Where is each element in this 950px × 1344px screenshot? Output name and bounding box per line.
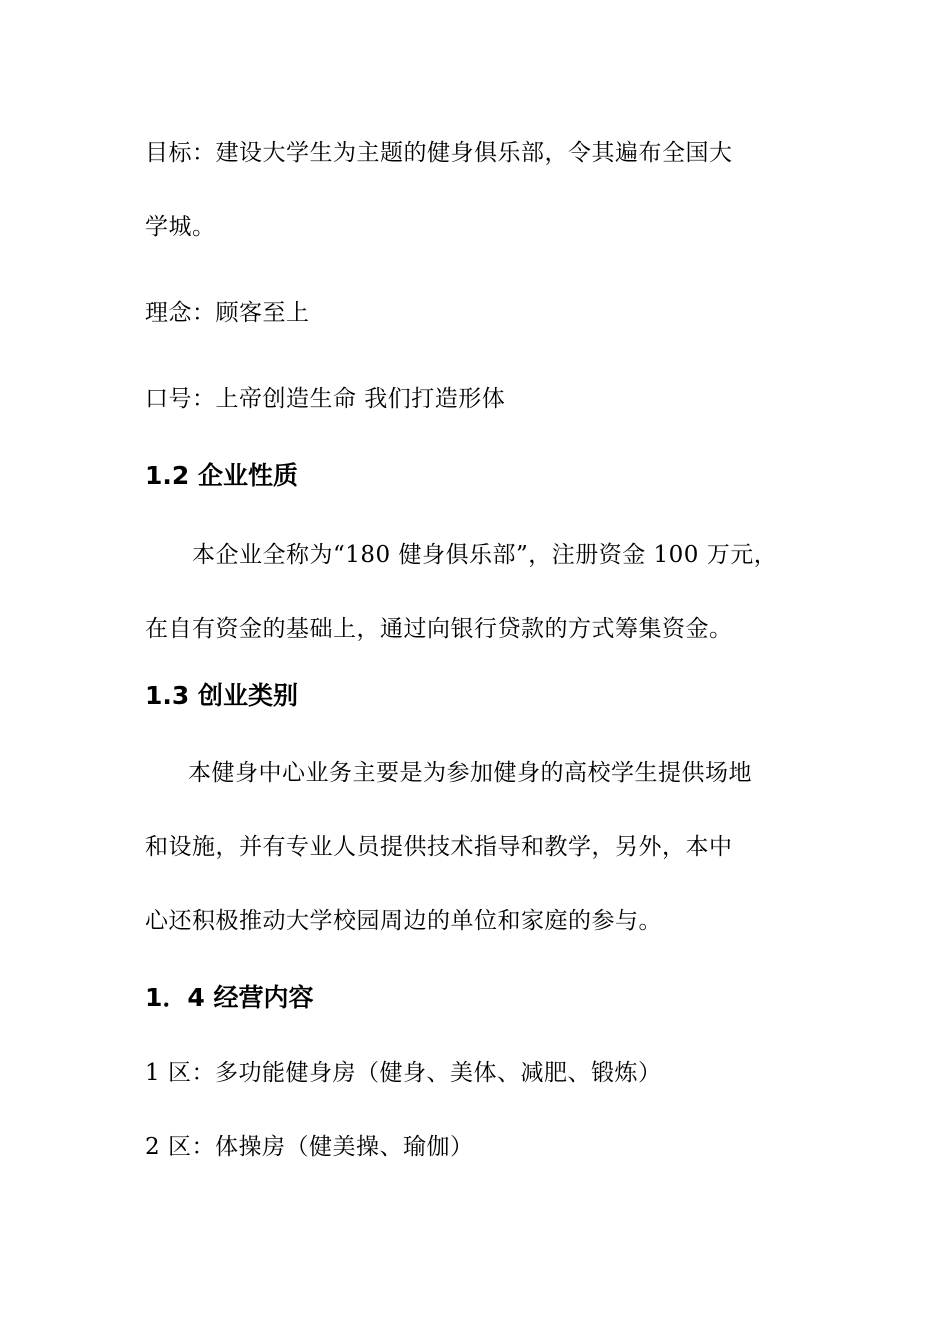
content-item-2: 2 区：体操房（健美操、瑜伽） (145, 1134, 474, 1160)
heading-1-2: 1.2 企业性质 (145, 461, 298, 490)
category-line-3: 心还积极推动大学校园周边的单位和家庭的参与。 (145, 908, 662, 934)
concept-line: 理念：顾客至上 (145, 300, 310, 326)
slogan-line: 口号：上帝创造生命 我们打造形体 (145, 386, 506, 412)
heading-1-4: 1．4 经营内容 (145, 983, 314, 1012)
nature-line-2: 在自有资金的基础上，通过向银行贷款的方式筹集资金。 (145, 616, 733, 642)
content-item-1: 1 区：多功能健身房（健身、美体、减肥、锻炼） (145, 1060, 662, 1086)
nature-line-1: 本企业全称为“180 健身俱乐部”，注册资金 100 万元， (192, 542, 778, 568)
goal-line-1: 目标：建设大学生为主题的健身俱乐部，令其遍布全国大 (145, 140, 733, 166)
goal-line-2: 学城。 (145, 214, 216, 240)
heading-1-3: 1.3 创业类别 (145, 681, 298, 710)
category-line-1: 本健身中心业务主要是为参加健身的高校学生提供场地 (188, 760, 752, 786)
category-line-2: 和设施，并有专业人员提供技术指导和教学，另外，本中 (145, 834, 733, 860)
